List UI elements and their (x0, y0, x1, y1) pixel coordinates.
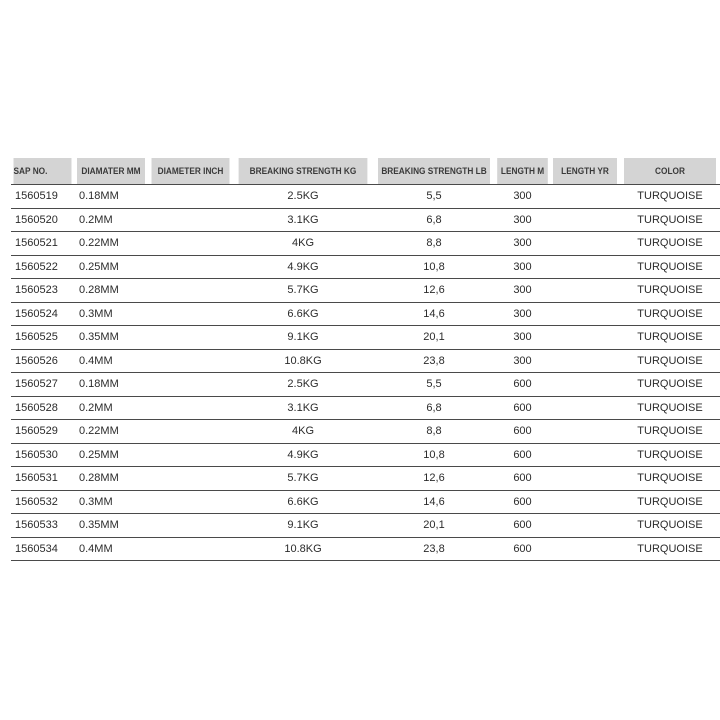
cell-diameter-inch (148, 467, 233, 491)
cell-color: TURQUOISE (620, 208, 720, 232)
cell-diameter-mm: 0.3MM (74, 490, 148, 514)
cell-diameter-mm: 0.2MM (74, 208, 148, 232)
cell-breaking-strength-kg: 4.9KG (233, 443, 373, 467)
header-sap-no: SAP NO. (14, 158, 72, 185)
cell-breaking-strength-lb: 8,8 (373, 420, 495, 444)
cell-color: TURQUOISE (620, 279, 720, 303)
cell-length-m: 600 (495, 490, 550, 514)
cell-sap-no: 1560530 (11, 443, 74, 467)
cell-color: TURQUOISE (620, 232, 720, 256)
table-row (11, 185, 720, 209)
table-row (11, 490, 720, 514)
cell-breaking-strength-lb: 20,1 (373, 514, 495, 538)
cell-length-yr (550, 349, 620, 373)
cell-breaking-strength-lb: 10,8 (373, 443, 495, 467)
cell-diameter-mm: 0.25MM (74, 443, 148, 467)
table-row (11, 443, 720, 467)
cell-diameter-mm: 0.2MM (74, 396, 148, 420)
cell-breaking-strength-kg: 4KG (233, 420, 373, 444)
cell-breaking-strength-kg: 10.8KG (233, 349, 373, 373)
cell-length-yr (550, 326, 620, 350)
cell-sap-no: 1560534 (11, 537, 74, 561)
cell-sap-no: 1560528 (11, 396, 74, 420)
table-row (11, 373, 720, 397)
cell-length-m: 600 (495, 514, 550, 538)
cell-length-m: 600 (495, 537, 550, 561)
cell-breaking-strength-lb: 6,8 (373, 396, 495, 420)
cell-diameter-mm: 0.4MM (74, 537, 148, 561)
cell-breaking-strength-lb: 6,8 (373, 208, 495, 232)
cell-length-m: 600 (495, 467, 550, 491)
cell-breaking-strength-lb: 23,8 (373, 349, 495, 373)
cell-breaking-strength-lb: 12,6 (373, 467, 495, 491)
cell-length-m: 300 (495, 185, 550, 209)
header-diameter-inch: DIAMETER INCH (151, 158, 229, 185)
cell-diameter-mm: 0.18MM (74, 185, 148, 209)
cell-diameter-inch (148, 490, 233, 514)
cell-breaking-strength-kg: 6.6KG (233, 302, 373, 326)
cell-diameter-inch (148, 514, 233, 538)
table-row (11, 326, 720, 350)
cell-length-m: 600 (495, 443, 550, 467)
cell-breaking-strength-kg: 3.1KG (233, 396, 373, 420)
table-row (11, 537, 720, 561)
cell-diameter-inch (148, 279, 233, 303)
cell-color: TURQUOISE (620, 326, 720, 350)
cell-diameter-inch (148, 373, 233, 397)
cell-diameter-inch (148, 537, 233, 561)
cell-length-yr (550, 396, 620, 420)
cell-breaking-strength-kg: 5.7KG (233, 279, 373, 303)
cell-diameter-mm: 0.28MM (74, 279, 148, 303)
cell-sap-no: 1560525 (11, 326, 74, 350)
cell-length-yr (550, 185, 620, 209)
cell-diameter-inch (148, 420, 233, 444)
cell-sap-no: 1560521 (11, 232, 74, 256)
cell-breaking-strength-kg: 9.1KG (233, 326, 373, 350)
cell-diameter-inch (148, 302, 233, 326)
cell-diameter-inch (148, 326, 233, 350)
cell-breaking-strength-kg: 9.1KG (233, 514, 373, 538)
cell-length-m: 300 (495, 279, 550, 303)
cell-diameter-inch (148, 185, 233, 209)
cell-color: TURQUOISE (620, 373, 720, 397)
cell-length-m: 300 (495, 255, 550, 279)
cell-sap-no: 1560532 (11, 490, 74, 514)
cell-diameter-mm: 0.4MM (74, 349, 148, 373)
cell-diameter-inch (148, 255, 233, 279)
cell-length-yr (550, 490, 620, 514)
cell-breaking-strength-lb: 14,6 (373, 302, 495, 326)
table-row (11, 208, 720, 232)
cell-sap-no: 1560529 (11, 420, 74, 444)
table-row (11, 396, 720, 420)
table-body (11, 185, 720, 561)
cell-color: TURQUOISE (620, 467, 720, 491)
table-row (11, 255, 720, 279)
cell-color: TURQUOISE (620, 302, 720, 326)
cell-sap-no: 1560531 (11, 467, 74, 491)
cell-length-m: 600 (495, 396, 550, 420)
header-breaking-strength-kg: BREAKING STRENGTH KG (239, 158, 368, 185)
table-row (11, 232, 720, 256)
header-diameter-mm: DIAMATER MM (77, 158, 145, 185)
table-row (11, 467, 720, 491)
header-length-yr: LENGTH YR (553, 158, 617, 185)
cell-sap-no: 1560519 (11, 185, 74, 209)
header-color: COLOR (624, 158, 716, 185)
cell-diameter-mm: 0.25MM (74, 255, 148, 279)
cell-length-yr (550, 537, 620, 561)
cell-breaking-strength-kg: 10.8KG (233, 537, 373, 561)
table-header-row (11, 158, 720, 185)
cell-diameter-mm: 0.22MM (74, 232, 148, 256)
cell-diameter-mm: 0.28MM (74, 467, 148, 491)
cell-length-yr (550, 467, 620, 491)
cell-length-yr (550, 420, 620, 444)
cell-diameter-inch (148, 349, 233, 373)
specification-table (11, 158, 720, 561)
cell-breaking-strength-lb: 20,1 (373, 326, 495, 350)
cell-breaking-strength-kg: 2.5KG (233, 185, 373, 209)
cell-diameter-inch (148, 232, 233, 256)
cell-length-m: 300 (495, 326, 550, 350)
cell-diameter-mm: 0.22MM (74, 420, 148, 444)
cell-breaking-strength-kg: 4KG (233, 232, 373, 256)
table-row (11, 514, 720, 538)
cell-sap-no: 1560527 (11, 373, 74, 397)
cell-breaking-strength-lb: 10,8 (373, 255, 495, 279)
cell-diameter-mm: 0.3MM (74, 302, 148, 326)
table-row (11, 349, 720, 373)
cell-length-yr (550, 232, 620, 256)
cell-length-m: 600 (495, 373, 550, 397)
cell-length-yr (550, 279, 620, 303)
header-breaking-strength-lb: BREAKING STRENGTH LB (378, 158, 490, 185)
cell-length-yr (550, 373, 620, 397)
cell-breaking-strength-kg: 5.7KG (233, 467, 373, 491)
cell-length-m: 600 (495, 420, 550, 444)
cell-breaking-strength-kg: 2.5KG (233, 373, 373, 397)
cell-diameter-inch (148, 396, 233, 420)
cell-length-m: 300 (495, 232, 550, 256)
cell-sap-no: 1560523 (11, 279, 74, 303)
header-length-m: LENGTH M (497, 158, 548, 185)
cell-diameter-inch (148, 208, 233, 232)
cell-breaking-strength-lb: 5,5 (373, 373, 495, 397)
cell-length-m: 300 (495, 208, 550, 232)
cell-color: TURQUOISE (620, 349, 720, 373)
cell-diameter-mm: 0.35MM (74, 326, 148, 350)
cell-sap-no: 1560526 (11, 349, 74, 373)
cell-sap-no: 1560524 (11, 302, 74, 326)
cell-breaking-strength-kg: 4.9KG (233, 255, 373, 279)
cell-color: TURQUOISE (620, 396, 720, 420)
cell-breaking-strength-kg: 3.1KG (233, 208, 373, 232)
cell-color: TURQUOISE (620, 490, 720, 514)
cell-breaking-strength-lb: 23,8 (373, 537, 495, 561)
cell-length-yr (550, 208, 620, 232)
cell-length-m: 300 (495, 349, 550, 373)
cell-color: TURQUOISE (620, 420, 720, 444)
cell-breaking-strength-lb: 12,6 (373, 279, 495, 303)
cell-color: TURQUOISE (620, 537, 720, 561)
cell-breaking-strength-lb: 8,8 (373, 232, 495, 256)
cell-color: TURQUOISE (620, 255, 720, 279)
cell-breaking-strength-kg: 6.6KG (233, 490, 373, 514)
cell-diameter-mm: 0.18MM (74, 373, 148, 397)
cell-length-m: 300 (495, 302, 550, 326)
cell-sap-no: 1560533 (11, 514, 74, 538)
cell-length-yr (550, 443, 620, 467)
cell-color: TURQUOISE (620, 185, 720, 209)
cell-color: TURQUOISE (620, 443, 720, 467)
table-row (11, 302, 720, 326)
cell-diameter-mm: 0.35MM (74, 514, 148, 538)
cell-sap-no: 1560522 (11, 255, 74, 279)
cell-length-yr (550, 302, 620, 326)
cell-length-yr (550, 255, 620, 279)
cell-sap-no: 1560520 (11, 208, 74, 232)
cell-length-yr (550, 514, 620, 538)
table-row (11, 420, 720, 444)
cell-breaking-strength-lb: 5,5 (373, 185, 495, 209)
table-row (11, 279, 720, 303)
cell-breaking-strength-lb: 14,6 (373, 490, 495, 514)
cell-color: TURQUOISE (620, 514, 720, 538)
cell-diameter-inch (148, 443, 233, 467)
